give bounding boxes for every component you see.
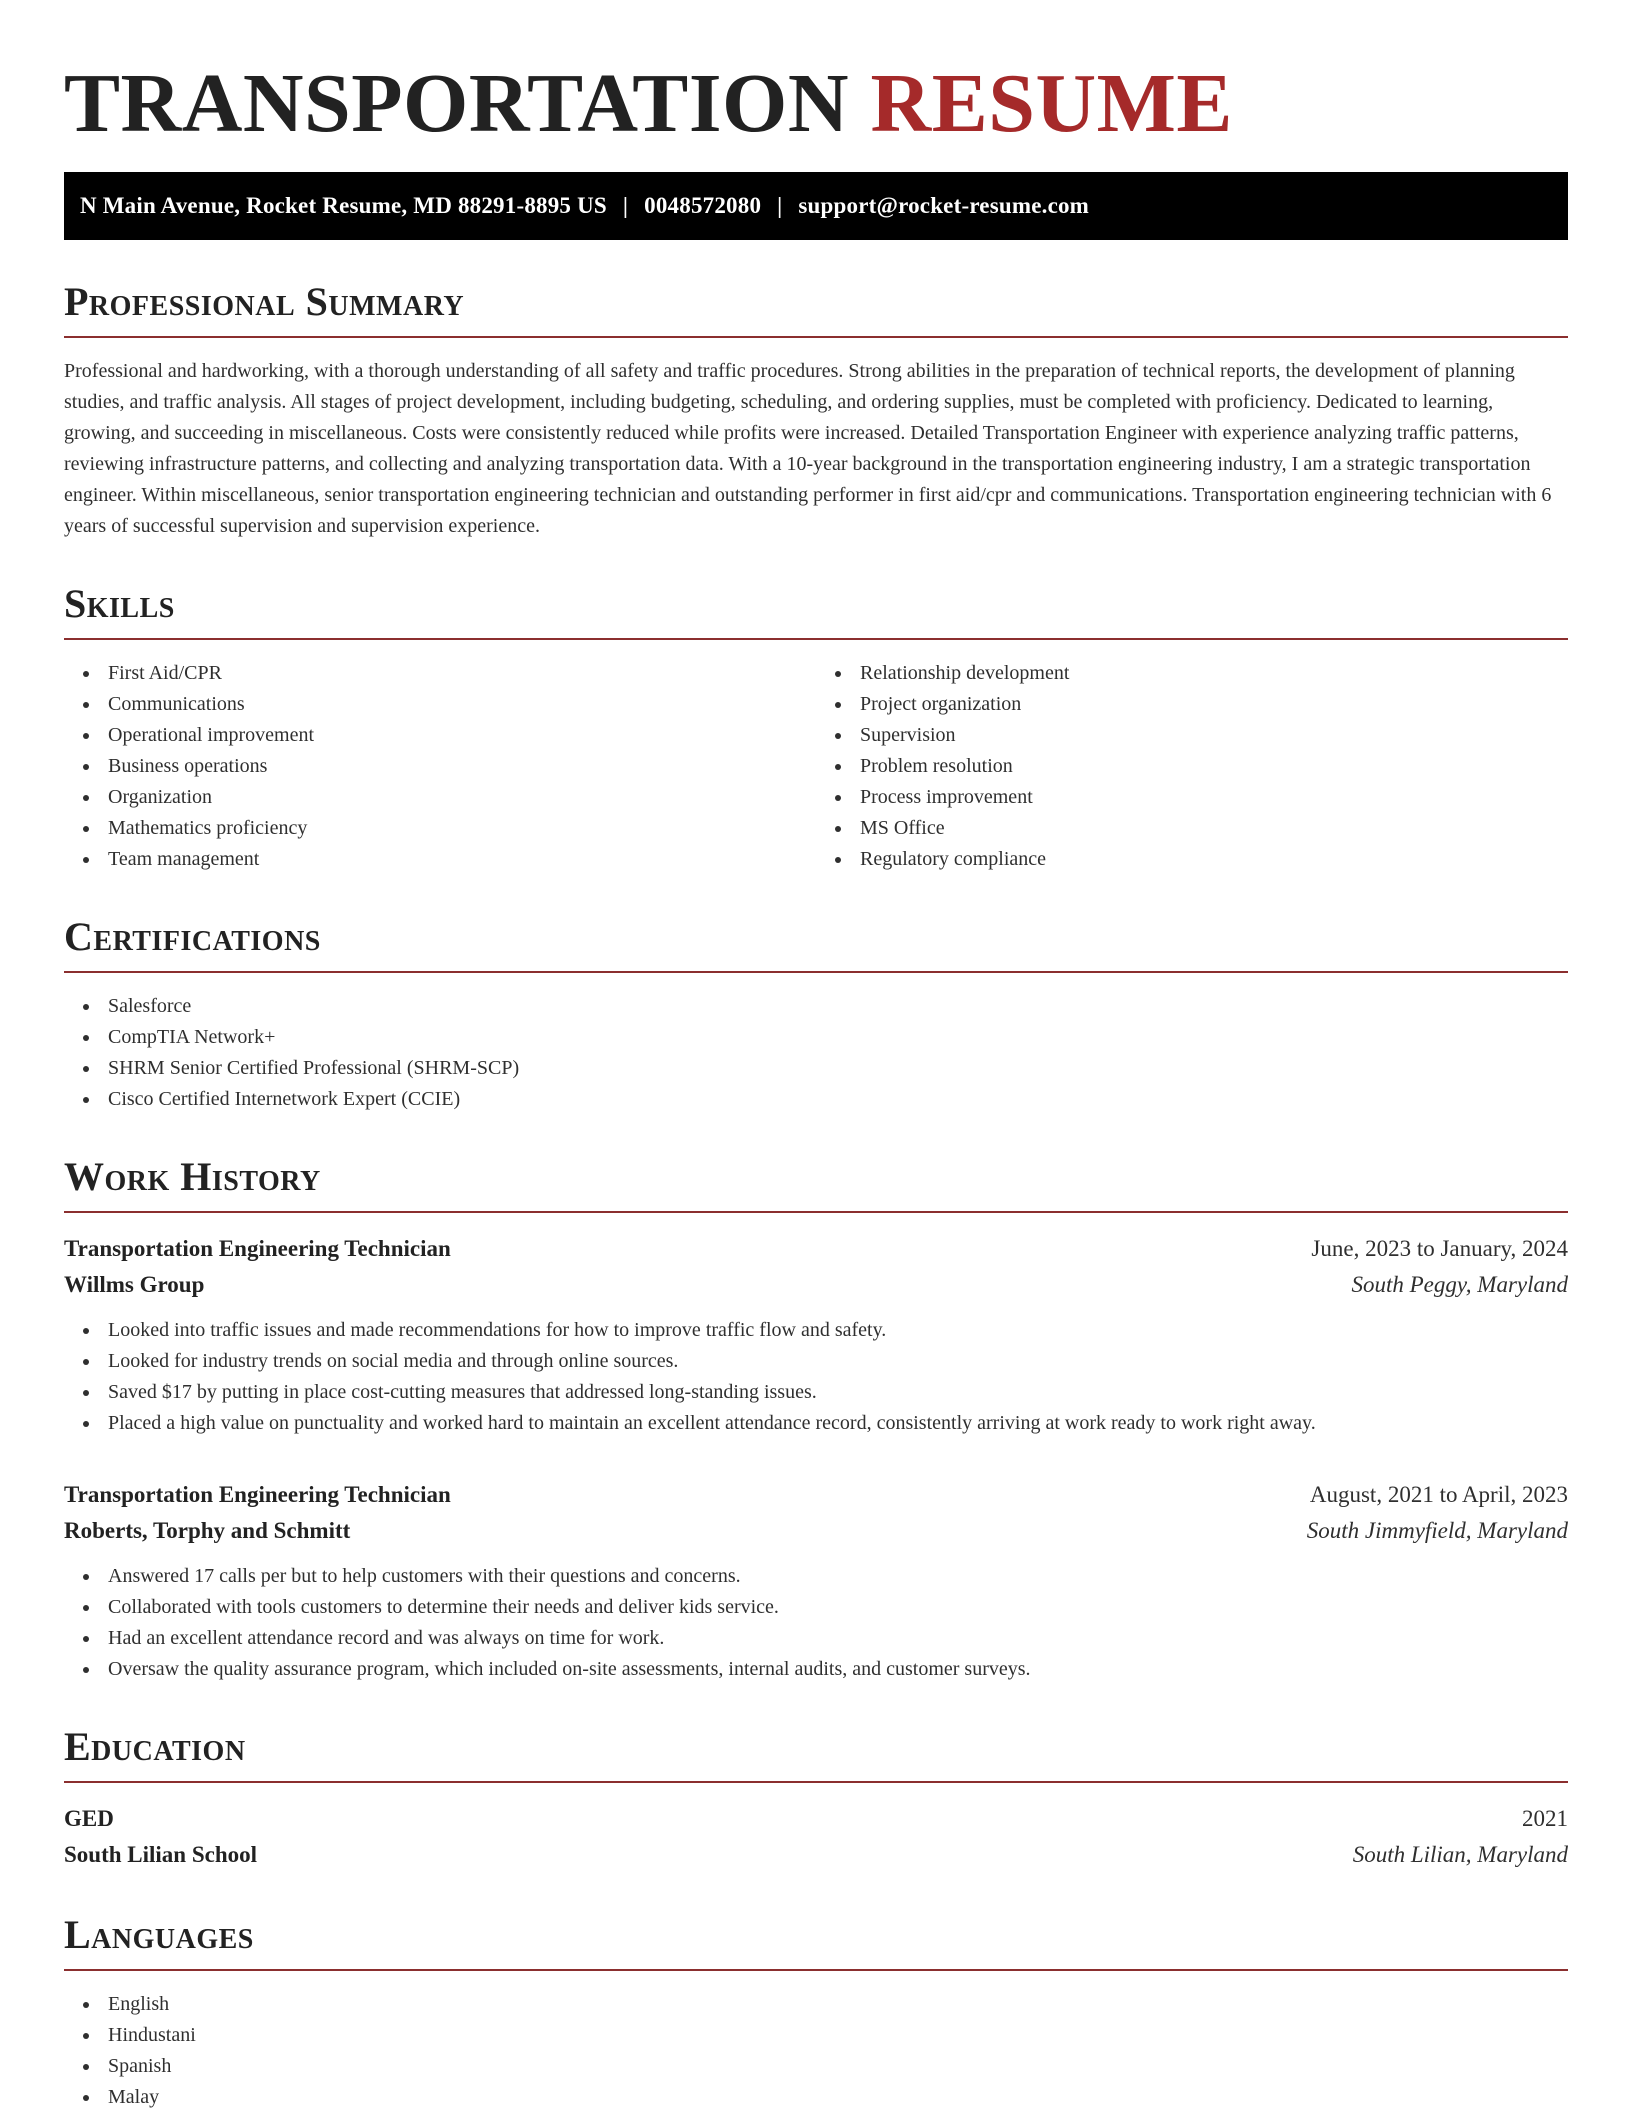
job-company: Willms Group	[64, 1272, 205, 1297]
education-school-row	[64, 1837, 1568, 1873]
contact-email: support@rocket-resume.com	[798, 193, 1090, 218]
summary-text: Professional and hardworking, with a thorough understanding of all safety and traffic procedures. Strong abilities in the preparation of technical reports, the development of planning studies, and traffic analysis. All stages of project development, including budgeting, scheduling, and ordering supplies, must be completed with proficiency. Dedicated to learning, growing, and succeeding in miscellaneous. Costs were consistently reduced while profits were increased. Detailed Transportation Engineer with experience analyzing traffic patterns, reviewing infrastructure patterns, and collecting and analyzing transportation data. With a 10-year background in the transportation engineering industry, I am a strategic transportation engineer. Within miscellaneous, senior transportation engineering technician and outstanding performer in first aid/cpr and communications. Transportation engineering technician with 6 years of successful supervision and supervision experience.	[64, 360, 1552, 537]
job-bullet: Had an excellent attendance record and was always on time for work.	[108, 1623, 1568, 1654]
job-company-row	[64, 1513, 1568, 1549]
job-company-row	[64, 1267, 1568, 1303]
skill-item: Project organization	[860, 689, 1568, 720]
job-bullet: Looked for industry trends on social media and through online sources.	[108, 1346, 1568, 1377]
skill-item: Operational improvement	[108, 720, 816, 751]
contact-bar	[64, 172, 1568, 240]
job-title: Transportation Engineering Technician	[64, 1482, 451, 1507]
contact-address: N Main Avenue, Rocket Resume, MD 88291-8895 US	[80, 193, 607, 218]
certification-item: SHRM Senior Certified Professional (SHRM-SCP)	[108, 1053, 1568, 1084]
education-school: South Lilian School	[64, 1842, 258, 1867]
job-entry	[64, 1477, 1568, 1685]
job-bullet: Answered 17 calls per but to help customers with their questions and concerns.	[108, 1561, 1568, 1592]
certification-item: Cisco Certified Internetwork Expert (CCIE)	[108, 1084, 1568, 1115]
skill-item: MS Office	[860, 813, 1568, 844]
title-accent: RESUME	[870, 57, 1233, 150]
job-bullets	[64, 1315, 1568, 1439]
language-item: Malay	[108, 2082, 1568, 2113]
education-year: 2021	[1522, 1806, 1568, 1831]
skills-grid	[64, 640, 1568, 875]
section-heading: Languages	[64, 1913, 1568, 1971]
job-header-row	[64, 1231, 1568, 1267]
work-history-section	[64, 1155, 1568, 1685]
professional-summary-section	[64, 280, 1568, 542]
job-company: Roberts, Torphy and Schmitt	[64, 1518, 351, 1543]
education-header-row	[64, 1801, 1568, 1837]
languages-section	[64, 1913, 1568, 2113]
education-degree: GED	[64, 1806, 114, 1831]
job-bullet: Oversaw the quality assurance program, which included on-site assessments, internal audits, and customer surveys.	[108, 1654, 1568, 1685]
section-heading: Work History	[64, 1155, 1568, 1213]
language-item: Hindustani	[108, 2020, 1568, 2051]
language-item: English	[108, 1989, 1568, 2020]
job-location: South Peggy, Maryland	[1351, 1272, 1568, 1297]
skill-item: Mathematics proficiency	[108, 813, 816, 844]
certifications-section	[64, 915, 1568, 1115]
section-heading: Skills	[64, 582, 1568, 640]
skills-list-left	[64, 658, 816, 875]
education-entry	[64, 1801, 1568, 1873]
contact-phone: 0048572080	[644, 193, 762, 218]
job-bullet: Saved $17 by putting in place cost-cutting measures that addressed long-standing issues.	[108, 1377, 1568, 1408]
skill-item: Communications	[108, 689, 816, 720]
job-dates: August, 2021 to April, 2023	[1309, 1482, 1568, 1507]
skill-item: Team management	[108, 844, 816, 875]
languages-list	[64, 1989, 1568, 2113]
job-entry	[64, 1231, 1568, 1439]
skill-item: Business operations	[108, 751, 816, 782]
job-bullet: Looked into traffic issues and made recommendations for how to improve traffic flow and safety.	[108, 1315, 1568, 1346]
resume-title	[64, 58, 1568, 150]
job-title: Transportation Engineering Technician	[64, 1236, 451, 1261]
job-location: South Jimmyfield, Maryland	[1306, 1518, 1568, 1543]
skills-list-right	[816, 658, 1568, 875]
language-item: Spanish	[108, 2051, 1568, 2082]
job-bullets	[64, 1561, 1568, 1685]
skill-item: Relationship development	[860, 658, 1568, 689]
contact-separator: |	[622, 193, 629, 218]
skills-section	[64, 582, 1568, 875]
job-dates: June, 2023 to January, 2024	[1311, 1236, 1568, 1261]
skill-item: Process improvement	[860, 782, 1568, 813]
skill-item: Organization	[108, 782, 816, 813]
title-main: TRANSPORTATION	[64, 57, 850, 150]
section-heading: Education	[64, 1725, 1568, 1783]
section-heading: Certifications	[64, 915, 1568, 973]
skill-item: Regulatory compliance	[860, 844, 1568, 875]
certification-item: Salesforce	[108, 991, 1568, 1022]
job-bullet: Collaborated with tools customers to determine their needs and deliver kids service.	[108, 1592, 1568, 1623]
certifications-list	[64, 991, 1568, 1115]
section-heading: Professional Summary	[64, 280, 1568, 338]
skill-item: Supervision	[860, 720, 1568, 751]
skill-item: First Aid/CPR	[108, 658, 816, 689]
contact-separator: |	[777, 193, 783, 218]
education-location: South Lilian, Maryland	[1352, 1842, 1568, 1867]
job-header-row	[64, 1477, 1568, 1513]
skill-item: Problem resolution	[860, 751, 1568, 782]
education-section	[64, 1725, 1568, 1873]
certification-item: CompTIA Network+	[108, 1022, 1568, 1053]
job-bullet: Placed a high value on punctuality and worked hard to maintain an excellent attendance record, consistently arriving at work ready to work right away.	[108, 1408, 1568, 1439]
